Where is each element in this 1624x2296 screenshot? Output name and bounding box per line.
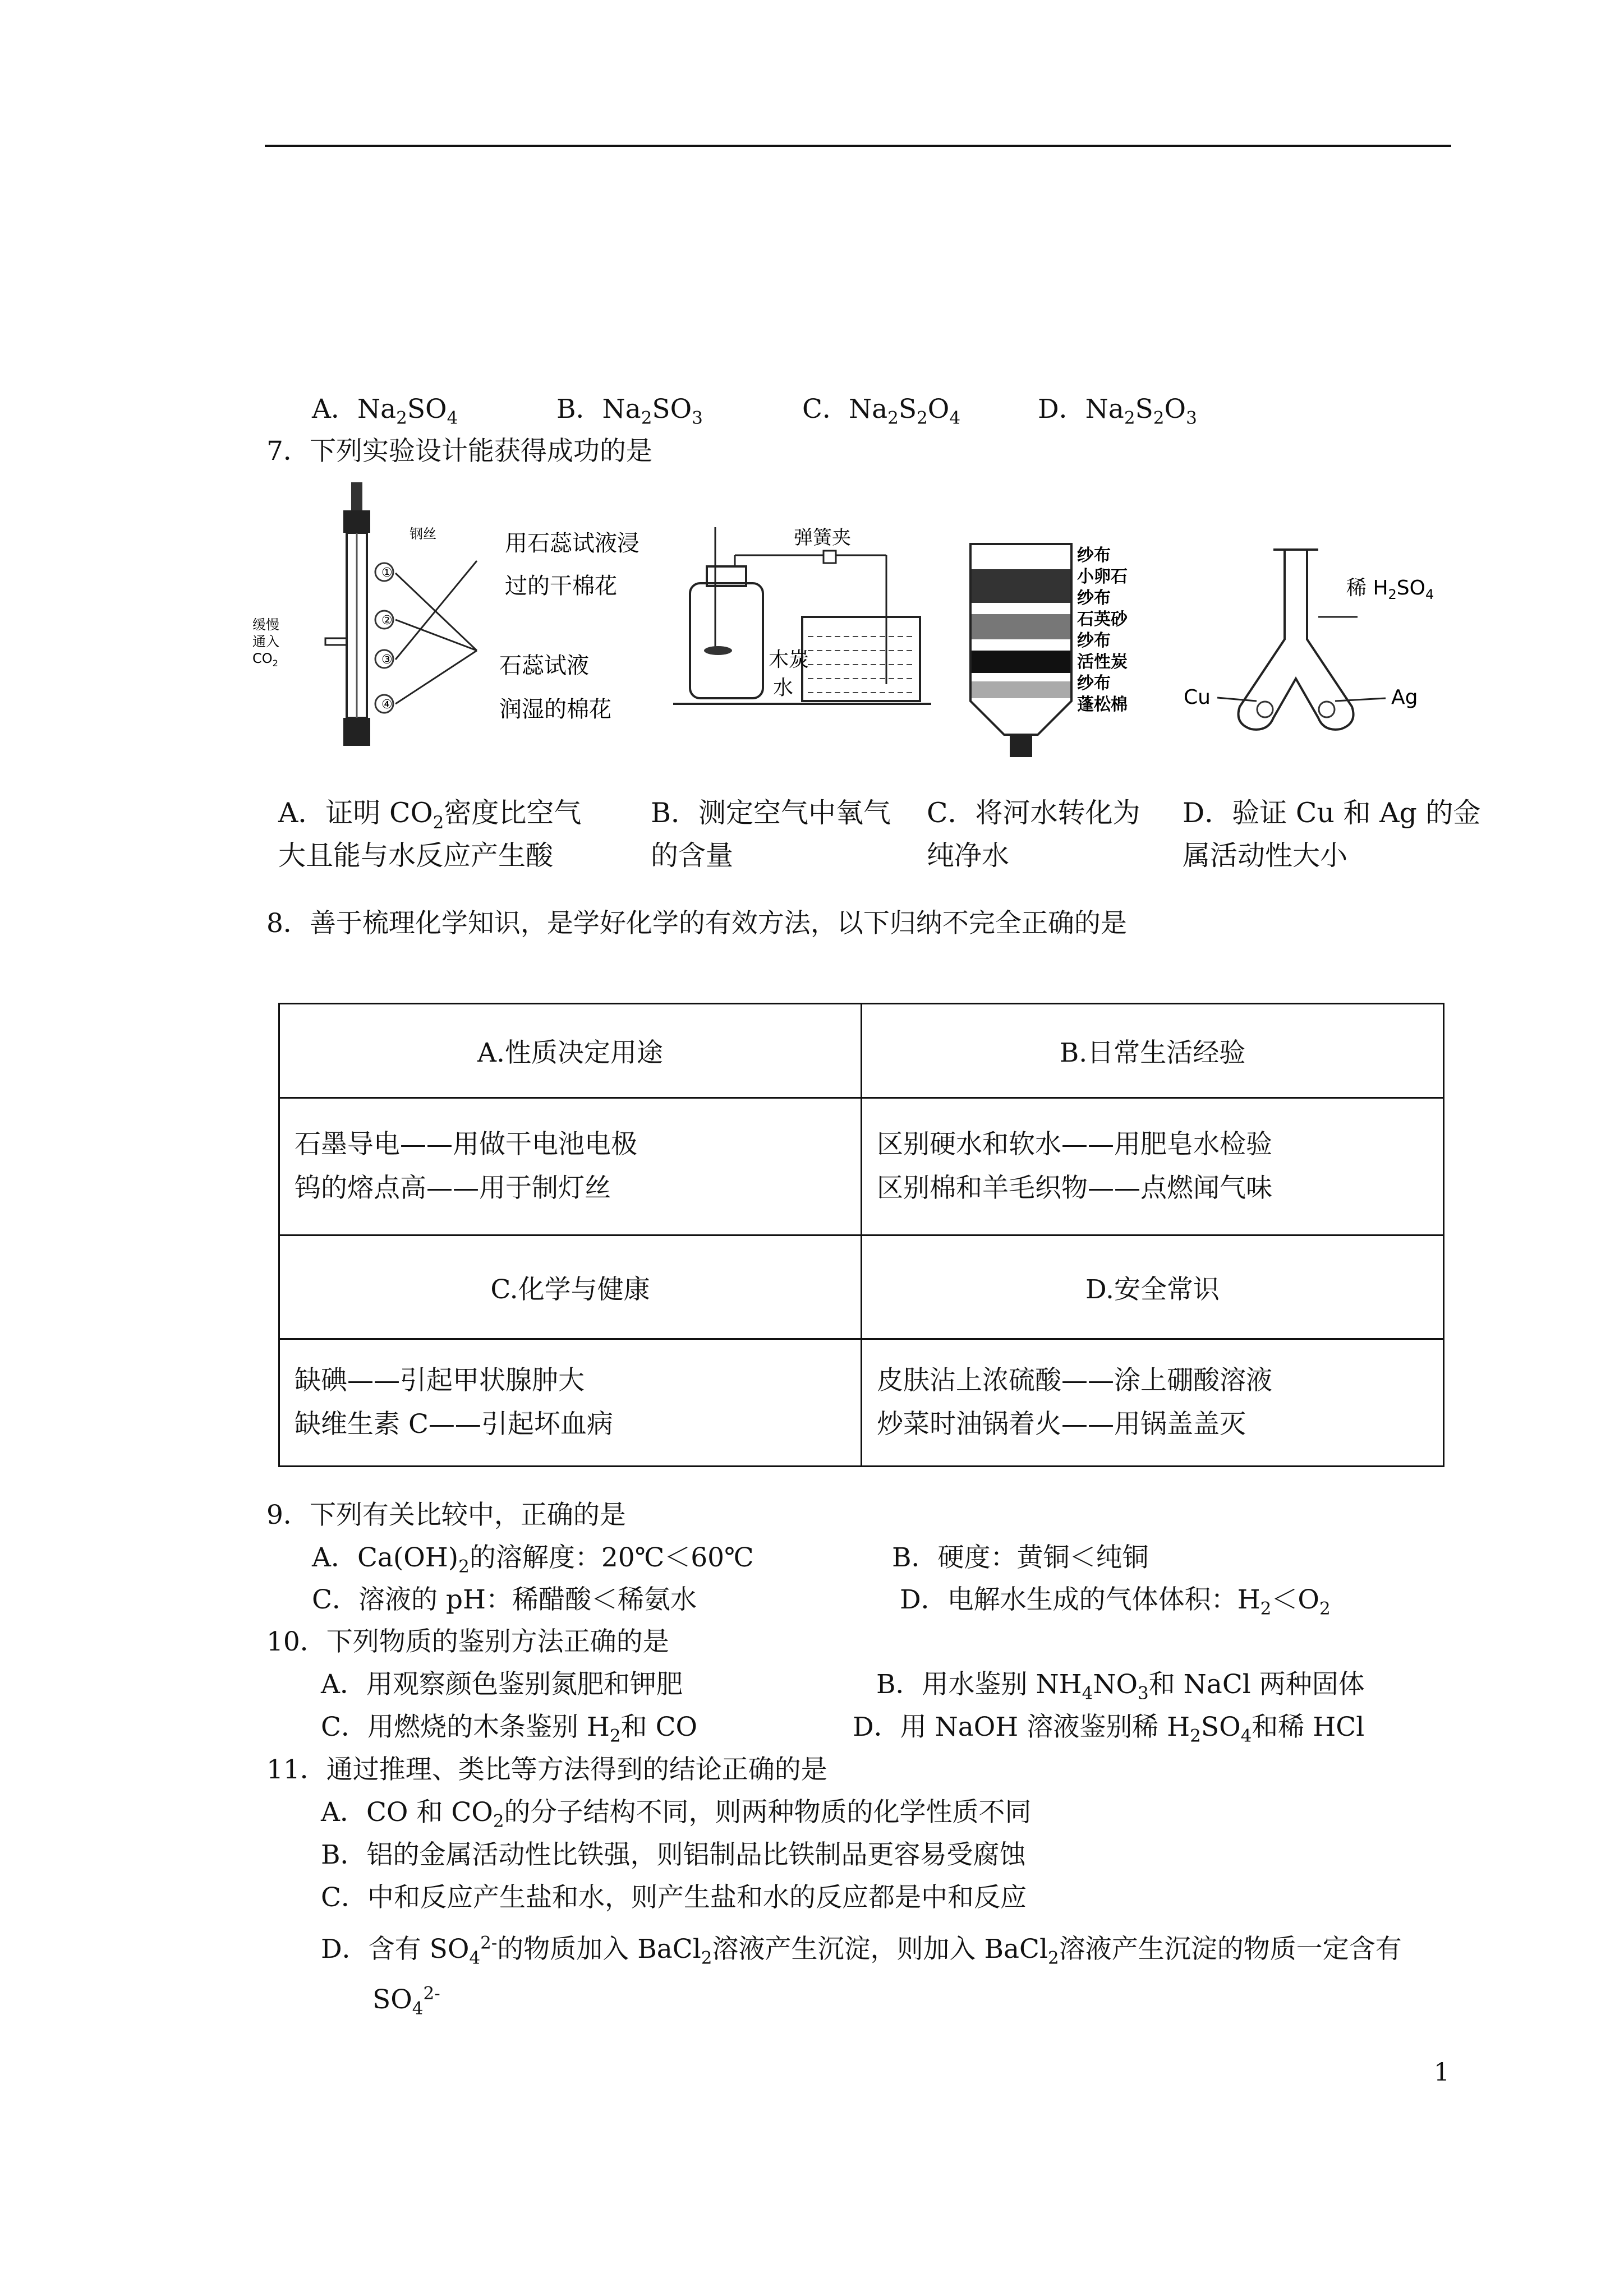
figure-c-filter [959,538,1161,774]
fig-a-label-slow: 缓慢 [252,617,279,633]
header-rule [265,145,1451,147]
fig-d-label-ag: Ag [1391,686,1418,709]
q9-option-d: D．电解水生成的气体体积：$H_2<O_2$ [900,1584,1331,1619]
fig-d-label-cu: Cu [1184,686,1211,709]
q9-stem: 9．下列有关比较中，正确的是 [266,1500,626,1530]
figure-b-apparatus [673,516,931,751]
fig-a-label-co2: $CO_2$ [252,651,278,668]
q10-option-a: A．用观察颜色鉴别氮肥和钾肥 [321,1669,683,1700]
fig-c-layer-2: 小卵石 [1077,567,1128,587]
svg-text:④: ④ [381,698,393,712]
q7-caption-b: B．测定空气中氧气 的含量 [651,797,891,872]
q11-option-c: C．中和反应产生盐和水，则产生盐和水的反应都是中和反应 [321,1882,1027,1913]
figure-d-ytube [1184,538,1464,751]
fig-c-layer-8: 蓬松棉 [1077,695,1128,714]
q7-stem: 7．下列实验设计能获得成功的是 [266,436,652,467]
svg-text:③: ③ [381,653,393,667]
figure-a-tube [241,482,701,774]
q7-caption-a: A．证明 $CO_2$密度比空气 大且能与水反应产生酸 [278,797,582,872]
q8-cell-d-body: 皮肤沾上浓硫酸——涂上硼酸溶液 炒菜时油锅着火——用锅盖盖灭 [862,1339,1444,1467]
q8-cell-a-body: 石墨导电——用做干电池电极 钨的熔点高——用于制灯丝 [279,1098,862,1235]
q10-option-d: D．用 NaOH 溶液鉴别稀 $H_2SO_4$和稀 HCl [853,1712,1365,1746]
q10-option-b: B．用水鉴别 $NH_4NO_3$和 NaCl 两种固体 [876,1669,1365,1704]
fig-c-layer-1: 纱布 [1077,546,1111,565]
q8-cell-c-body: 缺碘——引起甲状腺肿大 缺维生素 C——引起坏血病 [279,1339,862,1467]
q10-stem: 10．下列物质的鉴别方法正确的是 [266,1626,669,1657]
q11-option-d-tail: $SO_4^{2-}$ [372,1983,440,2019]
q8-cell-d-head: D.安全常识 [862,1235,1444,1339]
q6-option-b: B．$Na_2SO_3$ [556,394,703,428]
q6-option-d: D．$Na_2S_2O_3$ [1038,394,1197,428]
q11-option-b: B．铝的金属活动性比铁强，则铝制品比铁制品更容易受腐蚀 [321,1839,1026,1870]
q8-stem: 8．善于梳理化学知识，是学好化学的有效方法，以下归纳不完全正确的是 [266,908,1127,939]
q9-option-a: A．$Ca(OH)_2$的溶解度：20℃＜60℃ [312,1542,754,1577]
q8-cell-b-body: 区别硬水和软水——用肥皂水检验 区别棉和羊毛织物——点燃闻气味 [862,1098,1444,1235]
q10-option-c: C．用燃烧的木条鉴别 $H_2$和 CO [321,1712,698,1746]
q6-option-c: C．$Na_2S_2O_4$ [802,394,961,428]
fig-c-layer-4: 石英砂 [1077,610,1128,629]
fig-b-label-water: 水 [773,676,794,699]
fig-a-label-4: 润湿的棉花 [499,697,611,722]
fig-a-label-in: 通入 [252,634,279,649]
q11-stem: 11．通过推理、类比等方法得到的结论正确的是 [266,1754,827,1785]
q8-cell-c-head: C.化学与健康 [279,1235,862,1339]
fig-c-layer-5: 纱布 [1077,631,1111,651]
svg-text:①: ① [381,566,393,580]
q7-caption-d: D．验证 Cu 和 Ag 的金 属活动性大小 [1183,797,1481,872]
page-number: 1 [1434,2058,1450,2087]
fig-a-label-3: 石蕊试液 [499,653,589,679]
fig-c-layer-3: 纱布 [1077,588,1111,608]
fig-a-label-2: 过的干棉花 [505,573,617,599]
q6-option-a: A．$Na_2SO_4$ [312,394,458,428]
fig-d-label-acid: 稀 $H_2SO_4$ [1346,577,1434,602]
fig-c-layer-7: 纱布 [1077,674,1111,693]
q9-option-c: C．溶液的 pH：稀醋酸＜稀氨水 [312,1584,697,1615]
q8-cell-a-head: A.性质决定用途 [279,1004,862,1098]
q11-option-d: D．含有 $SO_4^{2-}$的物质加入 BaCl$_2$溶液产生沉淀，则加入 BaCl$_2$溶液产生沉淀的物质一定含有 [321,1933,1402,1968]
fig-b-label-clip: 弹簧夹 [794,527,851,549]
q11-option-a: A．CO 和 $CO_2$的分子结构不同，则两种物质的化学性质不同 [321,1797,1032,1832]
fig-a-label-wire: 钢丝 [410,526,436,542]
q8-table [278,1003,1444,1467]
fig-b-label-charcoal: 木炭 [769,648,809,671]
q8-cell-b-head: B.日常生活经验 [862,1004,1444,1098]
q7-caption-c: C．将河水转化为 纯净水 [927,797,1140,872]
fig-a-label-1: 用石蕊试液浸 [505,531,640,556]
fig-c-layer-6: 活性炭 [1077,652,1128,672]
q9-option-b: B．硬度：黄铜＜纯铜 [892,1542,1149,1573]
svg-text:②: ② [381,614,393,628]
